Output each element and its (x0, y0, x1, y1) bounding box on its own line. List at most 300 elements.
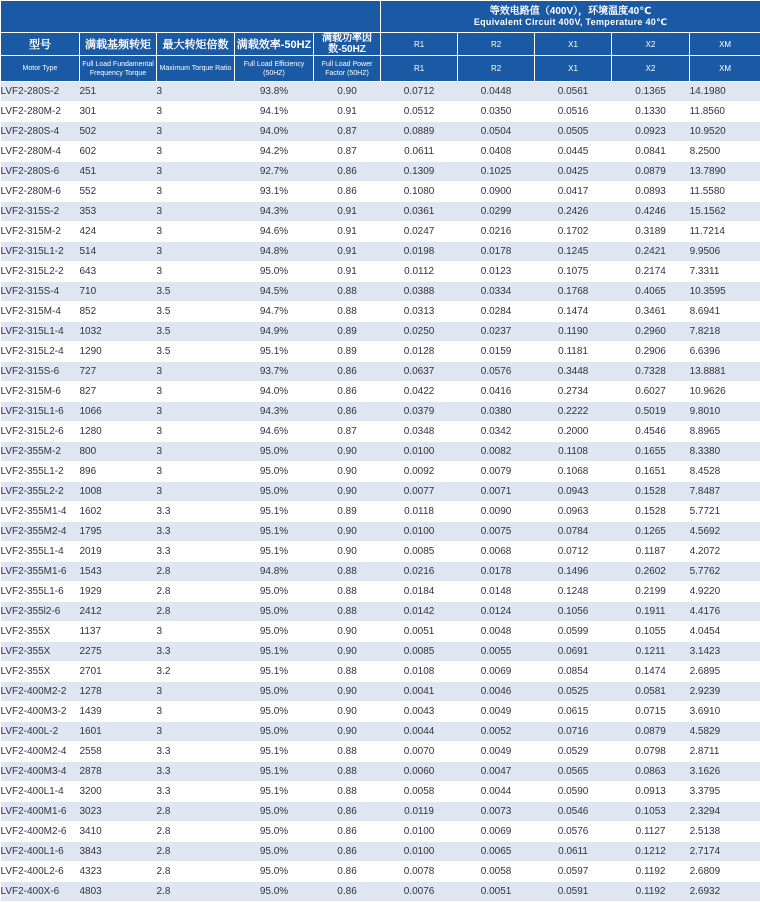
cell-model: LVF2-355X (1, 642, 80, 662)
cell-r1: 0.0044 (381, 722, 458, 742)
cell-power-factor: 0.88 (314, 742, 381, 762)
cell-r1: 0.0142 (381, 602, 458, 622)
cell-r2: 0.0576 (458, 362, 535, 382)
cell-model: LVF2-315M-2 (1, 222, 80, 242)
cell-torque: 827 (80, 382, 157, 402)
cell-torque: 552 (80, 182, 157, 202)
cell-xm: 9.8010 (690, 402, 760, 422)
cell-power-factor: 0.90 (314, 82, 381, 102)
cell-x2: 0.0581 (612, 682, 690, 702)
cell-power-factor: 0.86 (314, 802, 381, 822)
cell-x2: 0.2960 (612, 322, 690, 342)
col-header-x1-en: X1 (535, 56, 612, 82)
cell-x1: 0.2426 (535, 202, 612, 222)
cell-max-torque-ratio: 3 (157, 262, 235, 282)
cell-r2: 0.0178 (458, 562, 535, 582)
table-body (1, 82, 760, 902)
cell-max-torque-ratio: 3 (157, 402, 235, 422)
cell-efficiency: 95.0% (235, 802, 314, 822)
cell-power-factor: 0.90 (314, 622, 381, 642)
cell-xm: 3.1423 (690, 642, 760, 662)
table-row (1, 302, 760, 322)
cell-xm: 8.3380 (690, 442, 760, 462)
cell-torque: 514 (80, 242, 157, 262)
table-row (1, 122, 760, 142)
cell-max-torque-ratio: 3 (157, 462, 235, 482)
cell-max-torque-ratio: 3.3 (157, 782, 235, 802)
col-header-efficiency-cn: 满载效率-50HZ (235, 33, 314, 56)
cell-x2: 0.4546 (612, 422, 690, 442)
cell-r2: 0.0082 (458, 442, 535, 462)
cell-model: LVF2-315S-4 (1, 282, 80, 302)
cell-model: LVF2-315L1-6 (1, 402, 80, 422)
cell-torque: 2558 (80, 742, 157, 762)
cell-model: LVF2-315S-2 (1, 202, 80, 222)
cell-r1: 0.0070 (381, 742, 458, 762)
cell-r1: 0.0078 (381, 862, 458, 882)
cell-r2: 0.0069 (458, 822, 535, 842)
cell-power-factor: 0.88 (314, 302, 381, 322)
col-header-r1: R1 (381, 33, 458, 56)
cell-torque: 1929 (80, 582, 157, 602)
cell-efficiency: 94.0% (235, 382, 314, 402)
cell-x2: 0.0893 (612, 182, 690, 202)
cell-power-factor: 0.90 (314, 682, 381, 702)
cell-xm: 7.8487 (690, 482, 760, 502)
cell-torque: 602 (80, 142, 157, 162)
cell-x2: 0.1192 (612, 882, 690, 902)
table-row (1, 362, 760, 382)
cell-power-factor: 0.86 (314, 882, 381, 902)
cell-xm: 13.7890 (690, 162, 760, 182)
table-row (1, 622, 760, 642)
cell-r1: 0.0611 (381, 142, 458, 162)
cell-r2: 0.0068 (458, 542, 535, 562)
table-row (1, 642, 760, 662)
cell-model: LVF2-355X (1, 662, 80, 682)
cell-x2: 0.0879 (612, 722, 690, 742)
cell-x2: 0.1528 (612, 482, 690, 502)
cell-power-factor: 0.86 (314, 362, 381, 382)
cell-r1: 0.0247 (381, 222, 458, 242)
cell-power-factor: 0.86 (314, 162, 381, 182)
cell-max-torque-ratio: 3.5 (157, 342, 235, 362)
cell-max-torque-ratio: 3 (157, 482, 235, 502)
cell-power-factor: 0.87 (314, 122, 381, 142)
cell-r2: 0.0046 (458, 682, 535, 702)
cell-x1: 0.0590 (535, 782, 612, 802)
cell-max-torque-ratio: 3.3 (157, 642, 235, 662)
cell-x1: 0.0546 (535, 802, 612, 822)
cell-model: LVF2-355M1-6 (1, 562, 80, 582)
cell-efficiency: 94.3% (235, 402, 314, 422)
cell-torque: 1008 (80, 482, 157, 502)
cell-x1: 0.0425 (535, 162, 612, 182)
cell-torque: 727 (80, 362, 157, 382)
cell-model: LVF2-355M-2 (1, 442, 80, 462)
equivalent-circuit-group-header (381, 1, 760, 33)
cell-max-torque-ratio: 3.3 (157, 762, 235, 782)
cell-power-factor: 0.88 (314, 282, 381, 302)
cell-max-torque-ratio: 3 (157, 682, 235, 702)
table-row (1, 662, 760, 682)
cell-torque: 3023 (80, 802, 157, 822)
cell-x1: 0.0525 (535, 682, 612, 702)
cell-xm: 2.8711 (690, 742, 760, 762)
cell-max-torque-ratio: 2.8 (157, 862, 235, 882)
table-row (1, 242, 760, 262)
cell-x2: 0.1655 (612, 442, 690, 462)
cell-x2: 0.2421 (612, 242, 690, 262)
cell-x2: 0.0879 (612, 162, 690, 182)
cell-max-torque-ratio: 3.3 (157, 742, 235, 762)
cell-x2: 0.1651 (612, 462, 690, 482)
cell-model: LVF2-400M2-4 (1, 742, 80, 762)
cell-model: LVF2-355l2-6 (1, 602, 80, 622)
cell-r1: 0.0076 (381, 882, 458, 902)
cell-torque: 643 (80, 262, 157, 282)
cell-r2: 0.0044 (458, 782, 535, 802)
cell-efficiency: 94.2% (235, 142, 314, 162)
cell-max-torque-ratio: 3 (157, 422, 235, 442)
cell-r1: 0.0043 (381, 702, 458, 722)
cell-r2: 0.0342 (458, 422, 535, 442)
cell-xm: 3.6910 (690, 702, 760, 722)
cell-max-torque-ratio: 2.8 (157, 822, 235, 842)
cell-r2: 0.0049 (458, 702, 535, 722)
cell-max-torque-ratio: 3.3 (157, 542, 235, 562)
cell-max-torque-ratio: 3.5 (157, 322, 235, 342)
cell-torque: 3410 (80, 822, 157, 842)
cell-r1: 0.0250 (381, 322, 458, 342)
cell-x1: 0.1075 (535, 262, 612, 282)
cell-power-factor: 0.90 (314, 522, 381, 542)
cell-model: LVF2-315S-6 (1, 362, 80, 382)
cell-model: LVF2-315M-6 (1, 382, 80, 402)
cell-max-torque-ratio: 3 (157, 222, 235, 242)
cell-efficiency: 94.9% (235, 322, 314, 342)
cell-torque: 451 (80, 162, 157, 182)
table-row (1, 762, 760, 782)
cell-x1: 0.0505 (535, 122, 612, 142)
cell-torque: 2275 (80, 642, 157, 662)
cell-torque: 1602 (80, 502, 157, 522)
cell-r2: 0.0237 (458, 322, 535, 342)
cell-x2: 0.1212 (612, 842, 690, 862)
cell-torque: 852 (80, 302, 157, 322)
cell-torque: 1280 (80, 422, 157, 442)
table-row (1, 182, 760, 202)
cell-torque: 1795 (80, 522, 157, 542)
cell-model: LVF2-315L2-6 (1, 422, 80, 442)
cell-torque: 3200 (80, 782, 157, 802)
cell-max-torque-ratio: 3 (157, 102, 235, 122)
table-row (1, 482, 760, 502)
cell-x2: 0.6027 (612, 382, 690, 402)
cell-power-factor: 0.86 (314, 402, 381, 422)
cell-model: LVF2-315L1-2 (1, 242, 80, 262)
cell-model: LVF2-280S-4 (1, 122, 80, 142)
cell-r1: 0.0118 (381, 502, 458, 522)
cell-x1: 0.0615 (535, 702, 612, 722)
cell-x2: 0.1911 (612, 602, 690, 622)
cell-x2: 0.1055 (612, 622, 690, 642)
cell-efficiency: 94.3% (235, 202, 314, 222)
col-header-x2-en: X2 (612, 56, 690, 82)
cell-x1: 0.1474 (535, 302, 612, 322)
table-row (1, 142, 760, 162)
cell-efficiency: 95.1% (235, 522, 314, 542)
cell-xm: 2.6895 (690, 662, 760, 682)
cell-efficiency: 94.8% (235, 562, 314, 582)
cell-r2: 0.0055 (458, 642, 535, 662)
col-header-torque-cn: 满载基频转矩 (80, 33, 157, 56)
cell-efficiency: 95.0% (235, 682, 314, 702)
cell-x1: 0.0854 (535, 662, 612, 682)
cell-power-factor: 0.90 (314, 702, 381, 722)
table-row (1, 462, 760, 482)
cell-efficiency: 95.1% (235, 662, 314, 682)
table-row (1, 422, 760, 442)
cell-r2: 0.0047 (458, 762, 535, 782)
cell-torque: 2412 (80, 602, 157, 622)
cell-torque: 2878 (80, 762, 157, 782)
table-row (1, 602, 760, 622)
table-row (1, 102, 760, 122)
cell-r1: 0.0361 (381, 202, 458, 222)
cell-power-factor: 0.86 (314, 862, 381, 882)
cell-torque: 1439 (80, 702, 157, 722)
table-row (1, 822, 760, 842)
cell-x2: 0.1187 (612, 542, 690, 562)
cell-power-factor: 0.88 (314, 602, 381, 622)
cell-efficiency: 95.1% (235, 542, 314, 562)
cell-x1: 0.0611 (535, 842, 612, 862)
cell-torque: 800 (80, 442, 157, 462)
col-header-x1: X1 (535, 33, 612, 56)
cell-max-torque-ratio: 3 (157, 362, 235, 382)
cell-xm: 2.9239 (690, 682, 760, 702)
cell-x1: 0.0963 (535, 502, 612, 522)
cell-x1: 0.0516 (535, 102, 612, 122)
table-row (1, 882, 760, 902)
col-header-power-factor-cn: 满载功率因数-50HZ (314, 33, 381, 56)
cell-x1: 0.1702 (535, 222, 612, 242)
table-row (1, 82, 760, 102)
cell-x1: 0.0784 (535, 522, 612, 542)
cell-max-torque-ratio: 2.8 (157, 882, 235, 902)
cell-xm: 10.9520 (690, 122, 760, 142)
cell-r1: 0.0100 (381, 442, 458, 462)
cell-x2: 0.0863 (612, 762, 690, 782)
cell-efficiency: 93.7% (235, 362, 314, 382)
cell-power-factor: 0.87 (314, 142, 381, 162)
table-row (1, 402, 760, 422)
cell-efficiency: 95.0% (235, 842, 314, 862)
cell-torque: 3843 (80, 842, 157, 862)
cell-torque: 4803 (80, 882, 157, 902)
cell-x2: 0.1127 (612, 822, 690, 842)
cell-x1: 0.0561 (535, 82, 612, 102)
cell-max-torque-ratio: 2.8 (157, 562, 235, 582)
cell-r2: 0.0071 (458, 482, 535, 502)
cell-r2: 0.1025 (458, 162, 535, 182)
cell-model: LVF2-400L1-4 (1, 782, 80, 802)
cell-r1: 0.0041 (381, 682, 458, 702)
col-header-max-torque-cn: 最大转矩倍数 (157, 33, 235, 56)
cell-r1: 0.0108 (381, 662, 458, 682)
cell-xm: 7.8218 (690, 322, 760, 342)
cell-x2: 0.1330 (612, 102, 690, 122)
cell-r2: 0.0350 (458, 102, 535, 122)
cell-model: LVF2-400M3-4 (1, 762, 80, 782)
cell-xm: 8.4528 (690, 462, 760, 482)
cell-efficiency: 92.7% (235, 162, 314, 182)
cell-max-torque-ratio: 3 (157, 122, 235, 142)
cell-model: LVF2-400L1-6 (1, 842, 80, 862)
cell-efficiency: 94.6% (235, 422, 314, 442)
col-header-xm-en: XM (690, 56, 760, 82)
cell-model: LVF2-355M1-4 (1, 502, 80, 522)
cell-xm: 11.8560 (690, 102, 760, 122)
col-header-r1-en: R1 (381, 56, 458, 82)
table-row (1, 522, 760, 542)
table-row (1, 222, 760, 242)
table-row (1, 542, 760, 562)
cell-r1: 0.0712 (381, 82, 458, 102)
cell-power-factor: 0.89 (314, 342, 381, 362)
cell-efficiency: 94.8% (235, 242, 314, 262)
cell-model: LVF2-280M-4 (1, 142, 80, 162)
cell-max-torque-ratio: 2.8 (157, 602, 235, 622)
col-header-xm: XM (690, 33, 760, 56)
cell-max-torque-ratio: 3.5 (157, 282, 235, 302)
cell-efficiency: 95.1% (235, 642, 314, 662)
cell-x1: 0.1496 (535, 562, 612, 582)
table-row (1, 382, 760, 402)
cell-r1: 0.0085 (381, 642, 458, 662)
cell-efficiency: 95.0% (235, 882, 314, 902)
col-header-efficiency-en: Full Load Efficiency (50HZ) (235, 56, 314, 82)
cell-xm: 11.7214 (690, 222, 760, 242)
cell-x1: 0.0565 (535, 762, 612, 782)
cell-power-factor: 0.90 (314, 542, 381, 562)
cell-max-torque-ratio: 3 (157, 182, 235, 202)
cell-xm: 4.2072 (690, 542, 760, 562)
cell-efficiency: 95.1% (235, 762, 314, 782)
table-row (1, 722, 760, 742)
cell-r2: 0.0448 (458, 82, 535, 102)
cell-power-factor: 0.90 (314, 462, 381, 482)
cell-x2: 0.0715 (612, 702, 690, 722)
cell-r1: 0.0092 (381, 462, 458, 482)
cell-x2: 0.4246 (612, 202, 690, 222)
cell-xm: 8.6941 (690, 302, 760, 322)
cell-model: LVF2-280S-6 (1, 162, 80, 182)
cell-torque: 896 (80, 462, 157, 482)
cell-model: LVF2-400X-6 (1, 882, 80, 902)
cell-xm: 4.4176 (690, 602, 760, 622)
cell-torque: 710 (80, 282, 157, 302)
cell-x1: 0.0445 (535, 142, 612, 162)
cell-x1: 0.0576 (535, 822, 612, 842)
cell-r2: 0.0178 (458, 242, 535, 262)
cell-efficiency: 95.0% (235, 862, 314, 882)
cell-torque: 1543 (80, 562, 157, 582)
cell-torque: 1137 (80, 622, 157, 642)
cell-x2: 0.2906 (612, 342, 690, 362)
table-row (1, 742, 760, 762)
cell-x2: 0.2602 (612, 562, 690, 582)
cell-xm: 3.3795 (690, 782, 760, 802)
cell-max-torque-ratio: 3 (157, 142, 235, 162)
cell-max-torque-ratio: 3 (157, 162, 235, 182)
cell-xm: 13.8881 (690, 362, 760, 382)
cell-r1: 0.0058 (381, 782, 458, 802)
cell-x1: 0.2000 (535, 422, 612, 442)
cell-efficiency: 94.1% (235, 102, 314, 122)
cell-x2: 0.0913 (612, 782, 690, 802)
cell-max-torque-ratio: 3 (157, 622, 235, 642)
header-cn-row (1, 33, 760, 56)
header-en-row (1, 56, 760, 82)
cell-x1: 0.1181 (535, 342, 612, 362)
cell-x2: 0.1365 (612, 82, 690, 102)
col-header-r2: R2 (458, 33, 535, 56)
cell-r1: 0.0379 (381, 402, 458, 422)
cell-x1: 0.1190 (535, 322, 612, 342)
cell-r2: 0.0075 (458, 522, 535, 542)
cell-r1: 0.0637 (381, 362, 458, 382)
col-header-torque-en: Full Load Fundamental Frequency Torque (80, 56, 157, 82)
cell-x2: 0.1211 (612, 642, 690, 662)
table-row (1, 842, 760, 862)
cell-max-torque-ratio: 2.8 (157, 802, 235, 822)
cell-power-factor: 0.90 (314, 482, 381, 502)
cell-power-factor: 0.86 (314, 382, 381, 402)
cell-torque: 301 (80, 102, 157, 122)
table-row (1, 862, 760, 882)
table-row (1, 802, 760, 822)
cell-efficiency: 95.1% (235, 342, 314, 362)
cell-power-factor: 0.88 (314, 762, 381, 782)
cell-max-torque-ratio: 3 (157, 722, 235, 742)
cell-r1: 0.0512 (381, 102, 458, 122)
cell-model: LVF2-315L2-2 (1, 262, 80, 282)
cell-power-factor: 0.88 (314, 562, 381, 582)
cell-r2: 0.0052 (458, 722, 535, 742)
cell-power-factor: 0.91 (314, 102, 381, 122)
cell-x1: 0.0591 (535, 882, 612, 902)
cell-r2: 0.0334 (458, 282, 535, 302)
cell-torque: 1066 (80, 402, 157, 422)
cell-x1: 0.0599 (535, 622, 612, 642)
cell-torque: 1032 (80, 322, 157, 342)
cell-power-factor: 0.91 (314, 242, 381, 262)
cell-r2: 0.0284 (458, 302, 535, 322)
cell-max-torque-ratio: 3.2 (157, 662, 235, 682)
table-row (1, 262, 760, 282)
cell-xm: 7.3311 (690, 262, 760, 282)
cell-efficiency: 95.0% (235, 602, 314, 622)
cell-xm: 3.1626 (690, 762, 760, 782)
cell-xm: 8.2500 (690, 142, 760, 162)
cell-model: LVF2-400L2-6 (1, 862, 80, 882)
cell-r2: 0.0090 (458, 502, 535, 522)
cell-r1: 0.0184 (381, 582, 458, 602)
cell-x2: 0.3189 (612, 222, 690, 242)
table-row (1, 162, 760, 182)
